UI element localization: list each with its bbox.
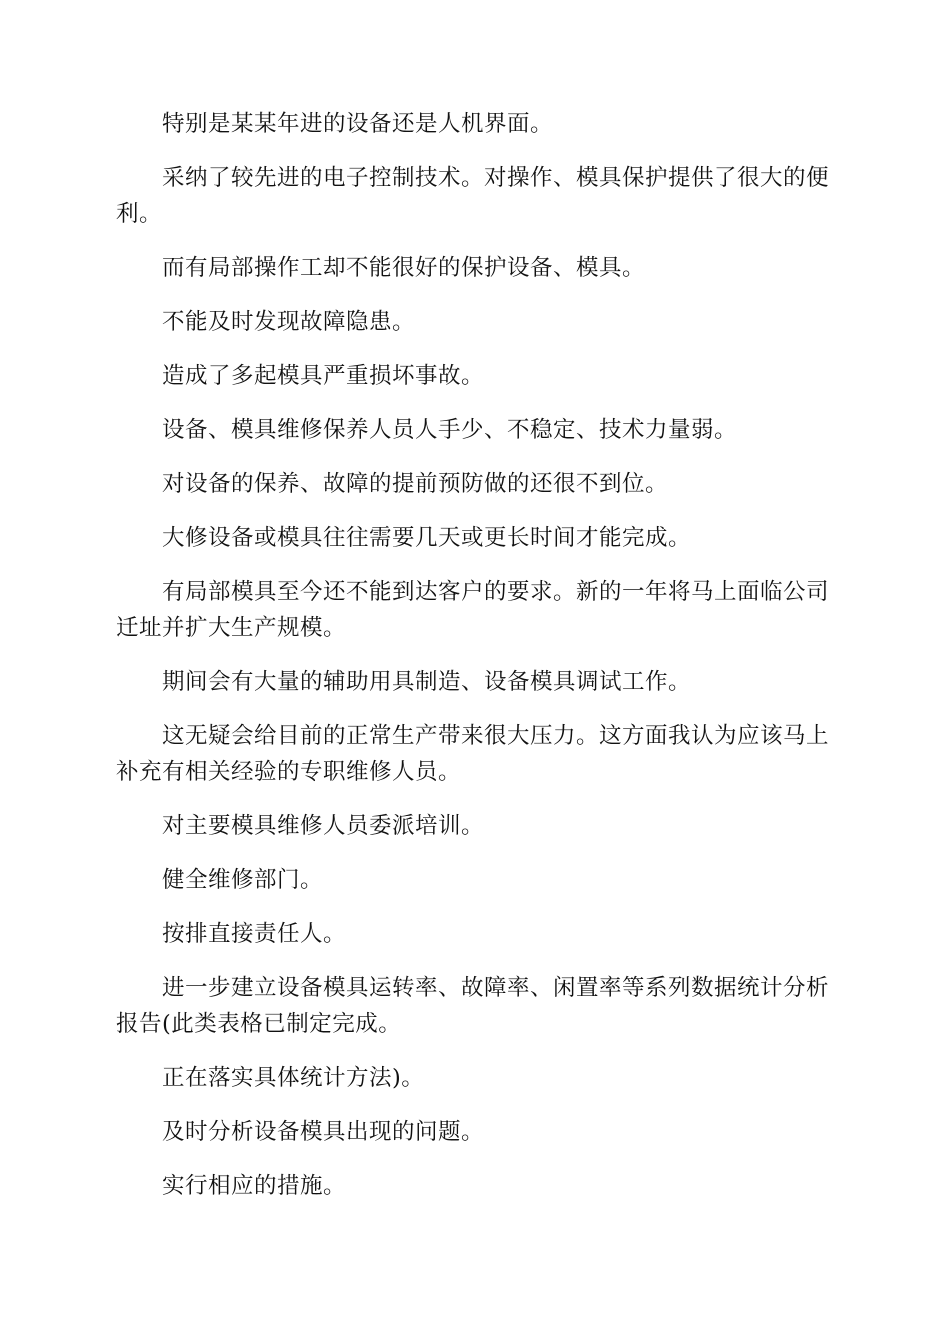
paragraph-14: 按排直接责任人。 bbox=[162, 921, 347, 947]
paragraph-16: 正在落实具体统计方法)。 bbox=[162, 1065, 425, 1091]
paragraph-10: 期间会有大量的辅助用具制造、设备模具调试工作。 bbox=[162, 669, 692, 695]
paragraph-18: 实行相应的措施。 bbox=[162, 1173, 347, 1199]
paragraph-8: 大修设备或模具往往需要几天或更长时间才能完成。 bbox=[162, 525, 692, 551]
paragraph-4: 不能及时发现故障隐患。 bbox=[162, 309, 416, 335]
paragraph-6: 设备、模具维修保养人员人手少、不稳定、技术力量弱。 bbox=[162, 417, 738, 443]
paragraph-13: 健全维修部门。 bbox=[162, 867, 324, 893]
paragraph-17: 及时分析设备模具出现的问题。 bbox=[162, 1119, 485, 1145]
paragraph-11: 这无疑会给目前的正常生产带来很大压力。这方面我认为应该马上补充有相关经验的专职维修人员。 bbox=[116, 723, 830, 785]
paragraph-1: 特别是某某年进的设备还是人机界面。 bbox=[162, 111, 554, 137]
document-body bbox=[116, 106, 836, 1222]
paragraph-7: 对设备的保养、故障的提前预防做的还很不到位。 bbox=[162, 471, 669, 497]
paragraph-15: 进一步建立设备模具运转率、故障率、闲置率等系列数据统计分析报告(此类表格已制定完成。 bbox=[116, 975, 830, 1037]
paragraph-9: 有局部模具至今还不能到达客户的要求。新的一年将马上面临公司迁址并扩大生产规模。 bbox=[116, 579, 830, 641]
paragraph-12: 对主要模具维修人员委派培训。 bbox=[162, 813, 485, 839]
paragraph-2: 采纳了较先进的电子控制技术。对操作、模具保护提供了很大的便利。 bbox=[116, 165, 830, 227]
paragraph-5: 造成了多起模具严重损坏事故。 bbox=[162, 363, 485, 389]
paragraph-3: 而有局部操作工却不能很好的保护设备、模具。 bbox=[162, 255, 646, 281]
